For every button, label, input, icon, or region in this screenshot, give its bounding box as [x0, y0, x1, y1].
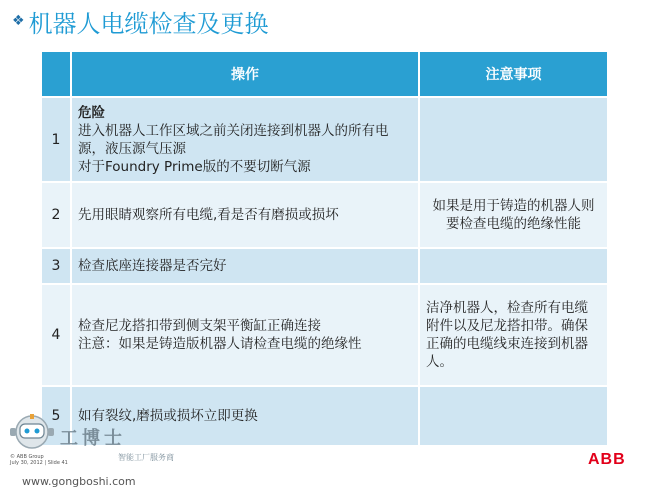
- slide-title-text: 机器人电缆检查及更换: [28, 9, 269, 38]
- copyright-text: © ABB Group: [10, 454, 44, 460]
- row-number: 3: [41, 248, 71, 284]
- abb-logo: ABB: [588, 451, 626, 468]
- operation-line: 进入机器人工作区域之前关闭连接到机器人的所有电源，液压源气压源: [78, 122, 389, 157]
- date-slide-text: July 30, 2012 | Slide 41: [10, 460, 68, 466]
- operation-line: 注意：如果是铸造版机器人请检查电缆的绝缘性: [78, 336, 362, 352]
- row-number: 1: [41, 97, 71, 182]
- operation-line: 如有裂纹,磨损或损坏立即更换: [78, 408, 258, 424]
- watermark-title: 工博士: [60, 428, 126, 449]
- operation-line: 检查尼龙搭扣带到侧支架平衡缸正确连接: [78, 318, 321, 334]
- row-note: [419, 248, 608, 284]
- watermark-subtitle: 智能工厂服务商: [118, 453, 174, 462]
- header-notes: 注意事项: [419, 51, 608, 97]
- table-row: [41, 386, 608, 446]
- table-row: [41, 248, 608, 284]
- operation-line: 对于Foundry Prime版的不要切断气源: [78, 158, 311, 175]
- table-row: [41, 284, 608, 386]
- row-operation: [71, 97, 419, 182]
- table-row: [41, 97, 608, 182]
- footer-meta: [10, 454, 68, 466]
- row-note: 如果是用于铸造的机器人则要检查电缆的绝缘性能: [419, 182, 608, 248]
- row-number: 4: [41, 284, 71, 386]
- operation-line: 先用眼睛观察所有电缆,看是否有磨损或损坏: [78, 207, 339, 223]
- row-note: 洁净机器人，检查所有电缆附件以及尼龙搭扣带。确保正确的电缆线束连接到机器人。: [419, 284, 608, 386]
- table-row: [41, 182, 608, 248]
- watermark-url: www.gongboshi.com: [22, 475, 136, 488]
- danger-label: 危险: [78, 104, 105, 121]
- row-operation: [71, 248, 419, 284]
- header-operation: 操作: [71, 51, 419, 97]
- inspection-table: [40, 50, 609, 447]
- operation-line: 检查底座连接器是否完好: [78, 258, 227, 274]
- row-operation: [71, 182, 419, 248]
- row-number: 2: [41, 182, 71, 248]
- row-note: [419, 386, 608, 446]
- bullet-icon: ❖: [12, 13, 25, 29]
- slide-title: [12, 4, 269, 38]
- row-note: [419, 97, 608, 182]
- header-step: [41, 51, 71, 97]
- row-number: 5: [41, 386, 71, 446]
- row-operation: [71, 284, 419, 386]
- robot-mascot-icon: [6, 412, 58, 452]
